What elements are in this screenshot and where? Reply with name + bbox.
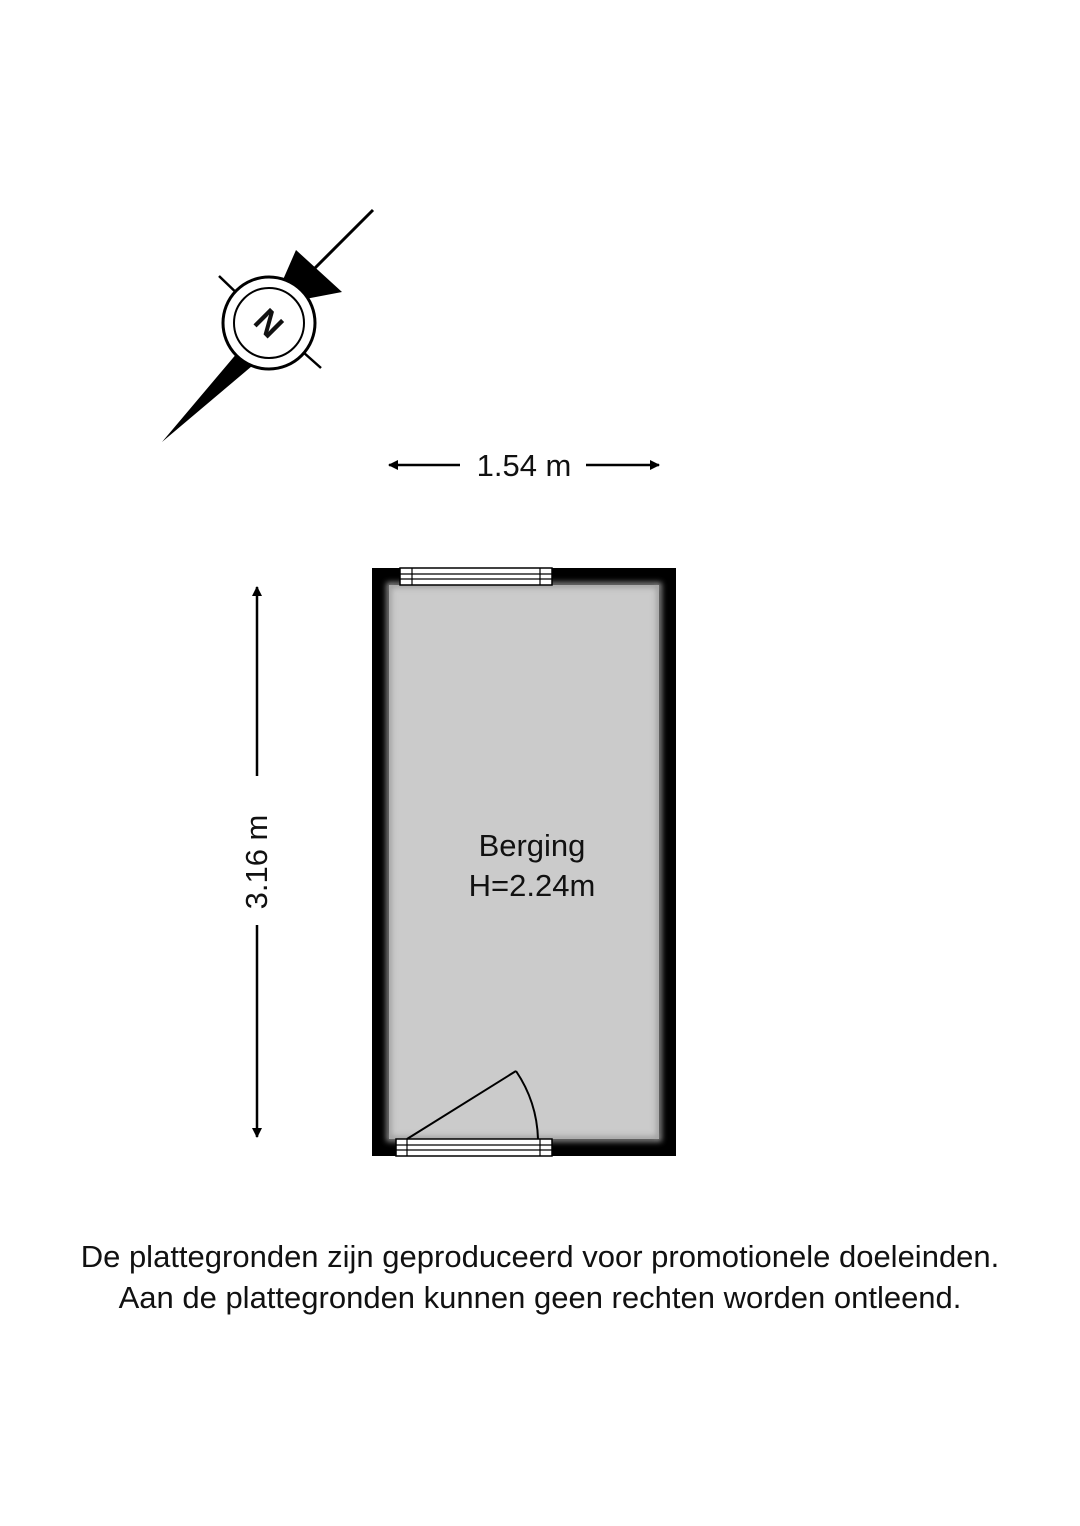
disclaimer-line-2: Aan de plattegronden kunnen geen rechten worden ontleend. [118,1280,962,1315]
width-dimension [389,448,659,483]
room-height: H=2.24m [468,868,596,903]
height-label: 3.16 m [239,814,274,910]
window-top [400,568,552,585]
compass [162,210,373,442]
height-dimension [239,587,274,1137]
room-name: Berging [478,828,586,863]
compass-north-letter: N [246,301,291,346]
compass-south-pointer [162,352,252,442]
disclaimer [0,1236,1080,1318]
width-label: 1.54 m [476,448,572,483]
room-berging [372,568,676,1156]
disclaimer-line-1: De plattegronden zijn geproduceerd voor promotionele doeleinden. [80,1239,1000,1274]
